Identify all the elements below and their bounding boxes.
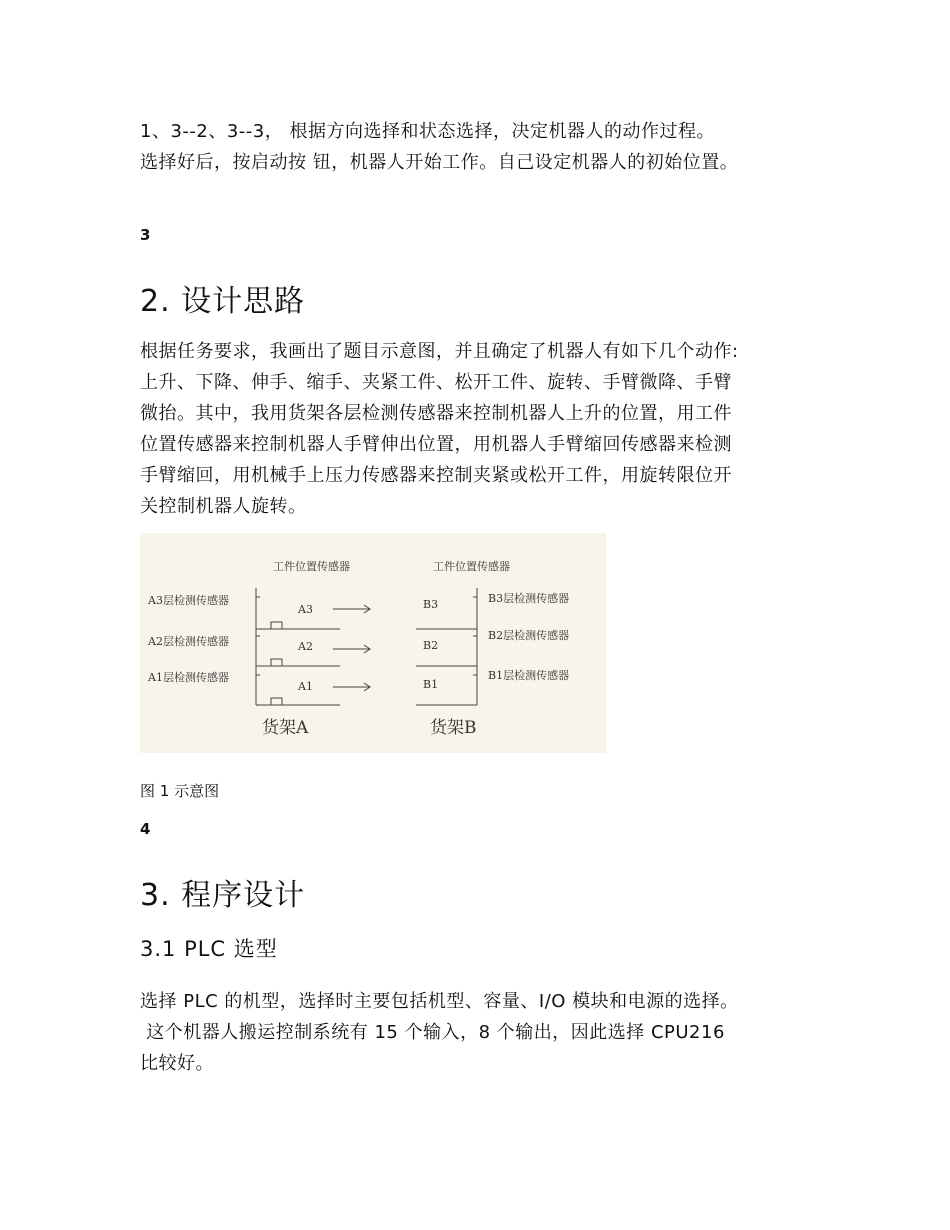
- intro-line: 1、3--2、3--3， 根据方向选择和状态选择，决定机器人的动作过程。: [140, 121, 715, 142]
- design-line: 上升、下降、伸手、缩手、夹紧工件、松开工件、旋转、手臂微降、手臂: [140, 372, 732, 393]
- design-paragraph: [140, 336, 739, 522]
- subsection-heading-plc: 3.1 PLC 选型: [140, 937, 278, 961]
- sensor-label: B1层检测传感器: [488, 669, 570, 682]
- slot-label: B2: [423, 639, 439, 652]
- design-line: 位置传感器来控制机器人手臂伸出位置，用机器人手臂缩回传感器来检测: [140, 434, 732, 455]
- design-line: 微抬。其中，我用货架各层检测传感器来控制机器人上升的位置，用工件: [140, 403, 732, 424]
- slot-label: B1: [423, 678, 439, 691]
- left-position-sensor-label: 工件位置传感器: [273, 560, 350, 573]
- slot-label: A1: [298, 680, 313, 693]
- plc-line: 比较好。: [140, 1053, 214, 1074]
- page-number: 3: [140, 226, 151, 244]
- sensor-label: A3层检测传感器: [148, 594, 229, 607]
- right-position-sensor-label: 工件位置传感器: [433, 560, 510, 573]
- section-heading-design: 2. 设计思路: [140, 284, 306, 319]
- slot-marker: [271, 659, 282, 666]
- shelf-a-name: 货架A: [262, 718, 309, 738]
- transfer-arrows: [333, 605, 370, 691]
- figure-caption: 图 1 示意图: [140, 782, 220, 800]
- page-number: 4: [140, 820, 151, 838]
- slot-label: B3: [423, 598, 439, 611]
- design-line: 手臂缩回，用机械手上压力传感器来控制夹紧或松开工件，用旋转限位开: [140, 465, 732, 486]
- sensor-label: B3层检测传感器: [488, 592, 570, 605]
- intro-line: 选择好后，按启动按 钮，机器人开始工作。自己设定机器人的初始位置。: [140, 152, 739, 173]
- design-line: 根据任务要求，我画出了题目示意图，并且确定了机器人有如下几个动作:: [140, 341, 739, 362]
- plc-paragraph: [140, 986, 739, 1079]
- arrow-icon: [333, 605, 370, 613]
- sensor-label: A1层检测传感器: [148, 671, 229, 684]
- sensor-label: B2层检测传感器: [488, 629, 570, 642]
- sensor-label: A2层检测传感器: [148, 635, 229, 648]
- arrow-icon: [333, 645, 370, 653]
- slot-marker: [271, 622, 282, 629]
- plc-line: 这个机器人搬运控制系统有 15 个输入，8 个输出，因此选择 CPU216: [140, 1022, 725, 1043]
- slot-label: A2: [298, 640, 313, 653]
- design-line: 关控制机器人旋转。: [140, 496, 307, 517]
- intro-paragraph: [140, 116, 738, 178]
- schematic-figure: [140, 533, 606, 753]
- slot-marker: [271, 698, 282, 705]
- arrow-icon: [333, 683, 370, 691]
- slot-label: A3: [298, 603, 313, 616]
- section-heading-program: 3. 程序设计: [140, 878, 306, 913]
- schematic-diagram: [140, 533, 606, 753]
- plc-line: 选择 PLC 的机型，选择时主要包括机型、容量、I/O 模块和电源的选择。: [140, 991, 739, 1012]
- shelf-b-name: 货架B: [430, 718, 477, 738]
